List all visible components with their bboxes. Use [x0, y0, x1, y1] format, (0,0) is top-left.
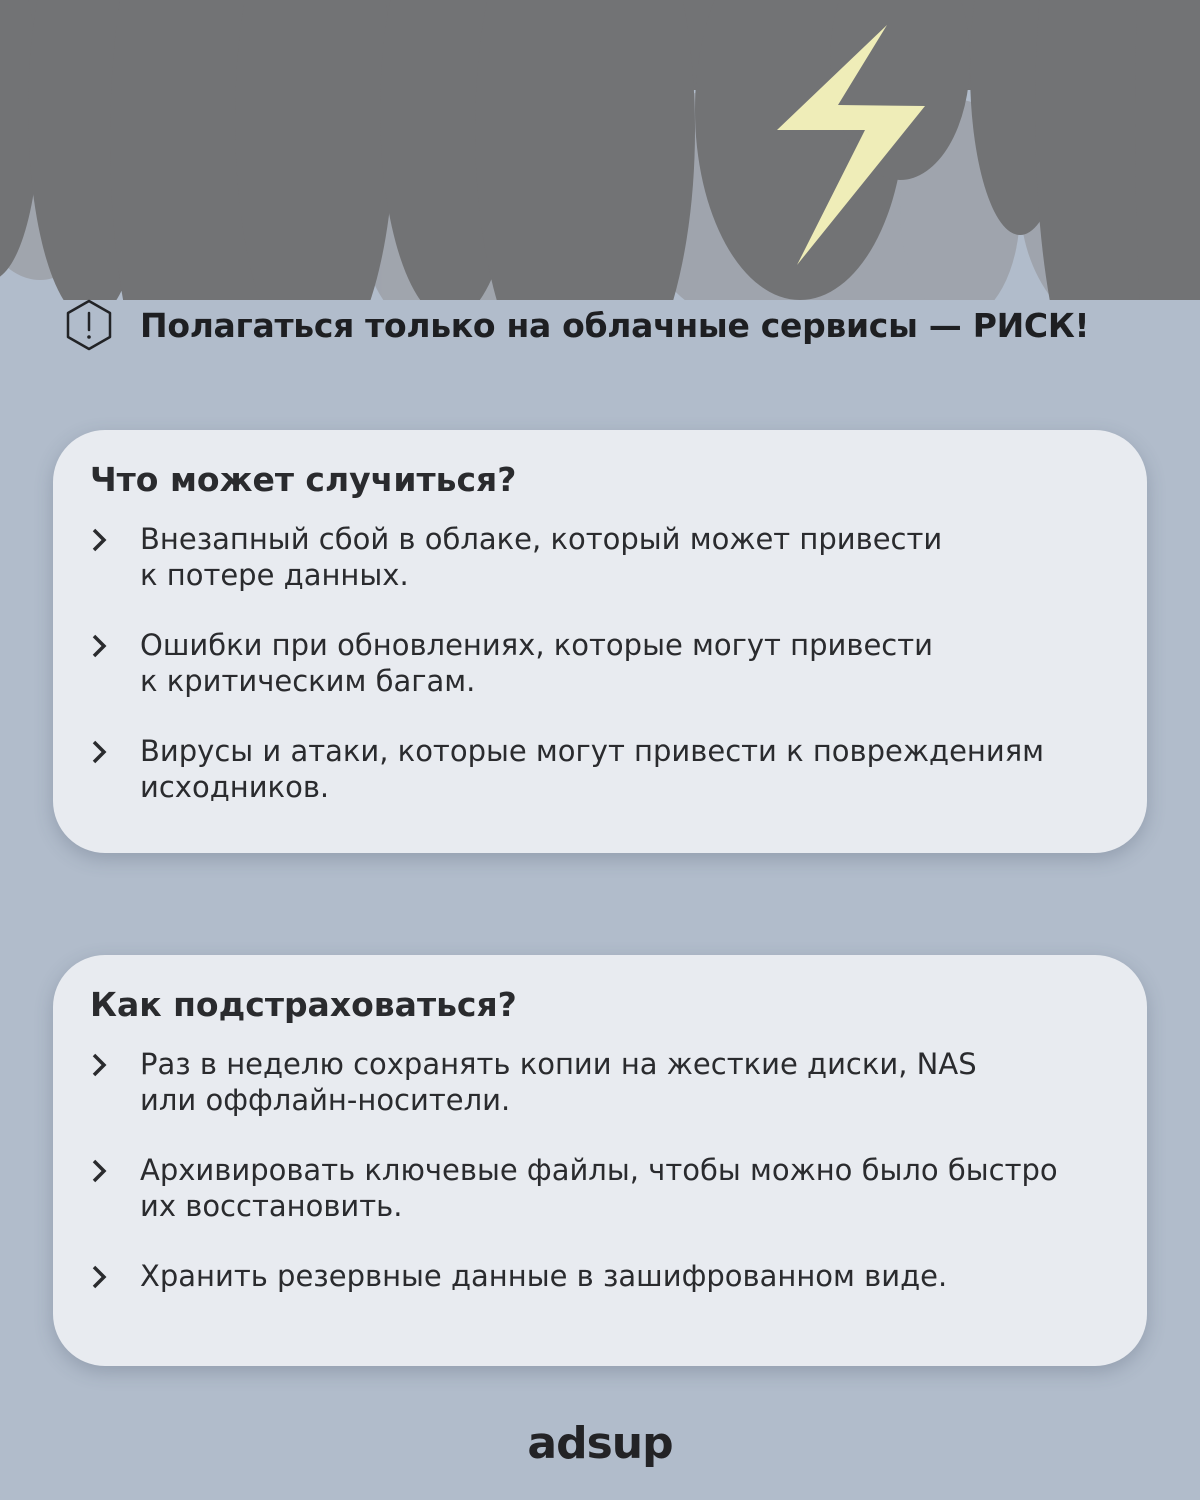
list-item — [90, 627, 1107, 699]
list-item-text: Вирусы и атаки, которые могут привести к повреждениям исходников. — [140, 734, 1045, 804]
chevron-right-icon — [90, 1258, 140, 1292]
chevron-right-icon — [90, 733, 140, 767]
list-item — [90, 1258, 1107, 1294]
list-item — [90, 521, 1107, 593]
protection-card — [53, 955, 1147, 1366]
chevron-right-icon — [90, 627, 140, 661]
chevron-right-icon — [90, 1152, 140, 1186]
card-title: Что может случиться? — [90, 460, 517, 499]
chevron-right-icon — [90, 1046, 140, 1080]
page-header — [62, 298, 1089, 352]
list-item-text: Внезапный сбой в облаке, который может привести к потере данных. — [140, 522, 943, 592]
brand-logo: adsup — [527, 1418, 673, 1469]
page-title: Полагаться только на облачные сервисы — РИСК! — [140, 305, 1090, 345]
list-item-text: Архивировать ключевые файлы, чтобы можно было быстро их восстановить. — [140, 1153, 1058, 1223]
list-item — [90, 733, 1107, 805]
list-item — [90, 1046, 1107, 1118]
list-item-text: Ошибки при обновлениях, которые могут привести к критическим багам. — [140, 628, 933, 698]
card-title: Как подстраховаться? — [90, 985, 517, 1024]
list-item-text: Раз в неделю сохранять копии на жесткие диски, NAS или оффлайн-носители. — [140, 1047, 977, 1117]
chevron-right-icon — [90, 521, 140, 555]
risks-card — [53, 430, 1147, 853]
list-item-text: Хранить резервные данные в зашифрованном виде. — [140, 1259, 948, 1293]
storm-clouds-illustration — [0, 0, 1200, 300]
list-item — [90, 1152, 1107, 1224]
warning-hexagon-icon — [62, 298, 116, 352]
